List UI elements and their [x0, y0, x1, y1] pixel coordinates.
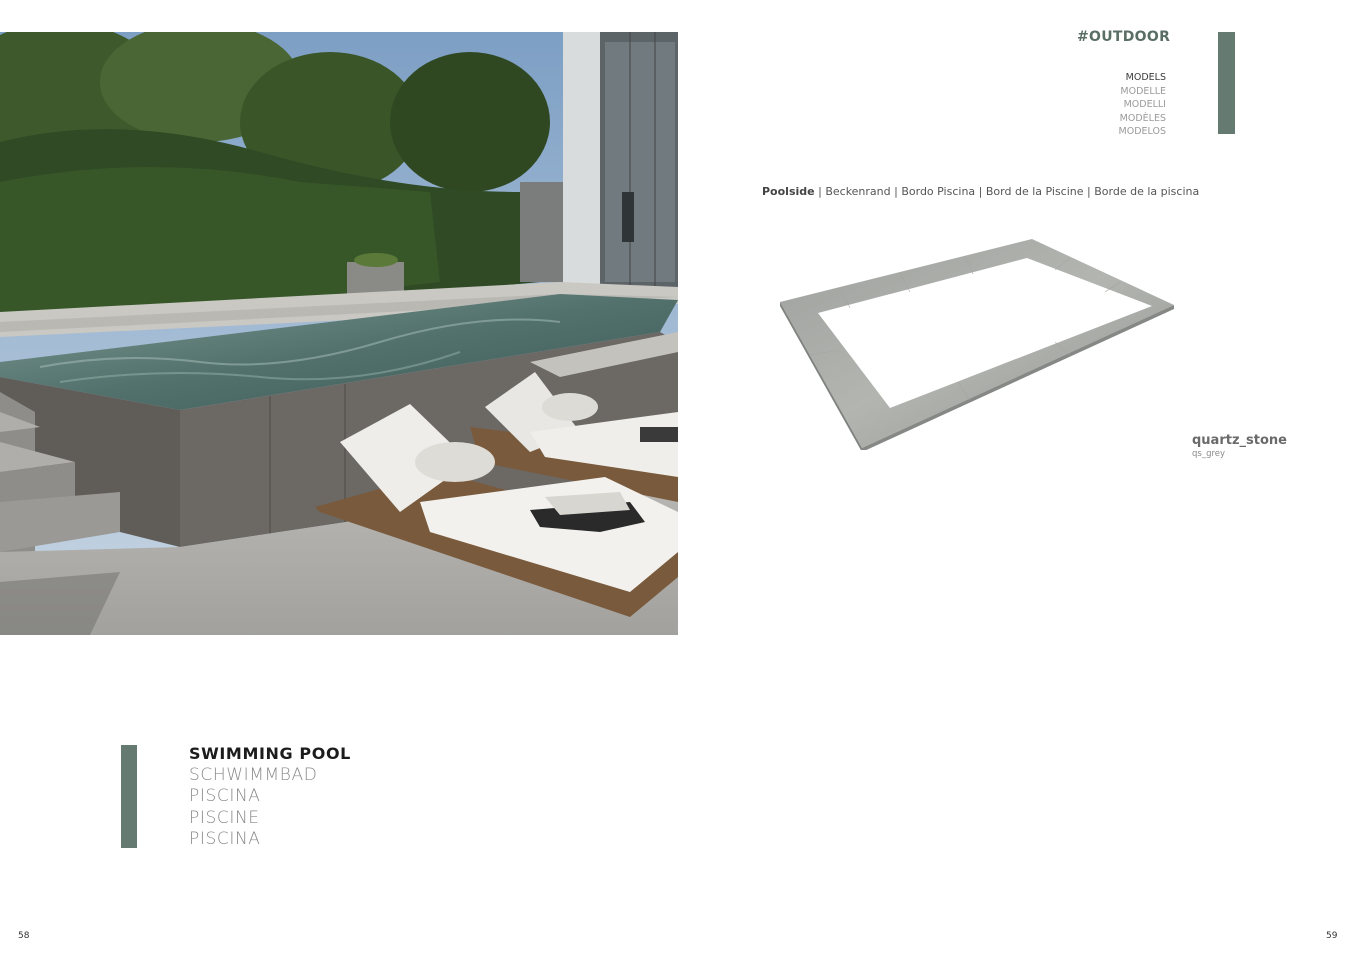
category-tag: #OUTDOOR	[1077, 29, 1171, 45]
page-number-right: 59	[1326, 931, 1338, 941]
models-label-fr: MODÈLES	[1119, 112, 1166, 124]
title-es: PISCINA	[189, 829, 261, 850]
product-code: qs_grey	[1192, 449, 1226, 459]
product-info	[1192, 433, 1287, 459]
title-fr: PISCINE	[189, 807, 260, 828]
page-number-left: 58	[18, 931, 30, 941]
models-list	[1040, 71, 1166, 139]
section-titles	[189, 743, 351, 851]
models-label-es: MODELOS	[1118, 126, 1166, 138]
separator: |	[894, 185, 898, 198]
separator: |	[978, 185, 983, 198]
pool-photo	[0, 32, 678, 635]
accent-bar-left	[121, 745, 137, 848]
poolside-bold: Poolside	[762, 185, 815, 198]
title-it: PISCINA	[189, 786, 261, 807]
poolside-it: Bordo Piscina	[901, 185, 976, 198]
poolside-caption	[762, 185, 1199, 198]
separator: |	[818, 185, 822, 198]
accent-bar-right	[1218, 32, 1235, 134]
product-name: quartz_stone	[1192, 433, 1287, 448]
models-label-it: MODELLI	[1123, 99, 1166, 111]
title-en: SWIMMING POOL	[189, 744, 351, 763]
poolside-es: Borde de la piscina	[1094, 185, 1200, 198]
title-de: SCHWIMMBAD	[189, 764, 318, 785]
poolside-de: Beckenrand	[825, 185, 891, 198]
models-label-de: MODELLE	[1120, 85, 1166, 97]
poolside-fr: Bord de la Piscine	[985, 185, 1084, 198]
pool-border-illustration	[770, 230, 1180, 450]
models-label-en: MODELS	[1125, 72, 1166, 83]
separator: |	[1087, 185, 1091, 198]
